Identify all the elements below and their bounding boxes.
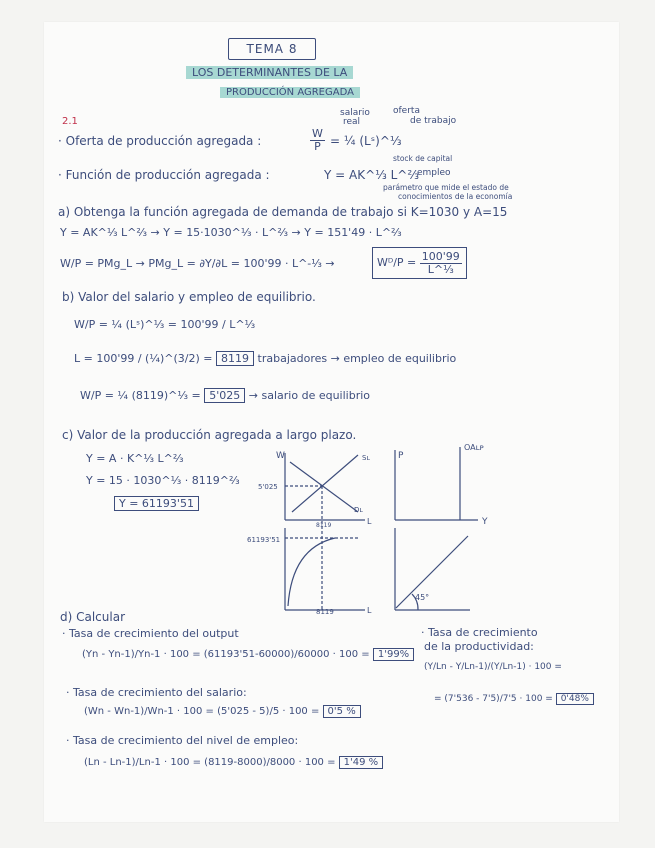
section-a-result-fraction: $\frac{100'99}{\text{L\textasciicircum{}⅓}}$ (421, 249, 460, 276)
empleo-result-box: 8119 (216, 351, 254, 366)
axis-y-label: Y (482, 517, 488, 527)
funcion-label: · Función de producción agregada : (58, 168, 270, 182)
section-b-line-1: W/P = ¼ (Lˢ)^⅓ = 100'99 / L^⅓ (74, 318, 256, 331)
wage-growth-formula: (Wn - Wn-1)/Wn-1 · 100 = (5'025 - 5)/5 · 100 = 0'5 % (84, 705, 361, 719)
oferta-note-1: oferta (393, 106, 420, 116)
employment-value-label-2: 8119 (316, 608, 334, 616)
output-value-label: 61193'51 (247, 536, 281, 544)
salario-note-1: salario (340, 108, 370, 118)
employment-growth-label: · Tasa de crecimiento del nivel de empleo: (66, 734, 299, 747)
wage-growth-label: · Tasa de crecimiento del salario: (66, 686, 247, 699)
section-c-result: Y = 61193'51 (114, 497, 199, 511)
section-c-line-2: Y = 15 · 1030^⅓ · 8119^⅔ (86, 474, 240, 487)
section-c-line-1: Y = A · K^⅓ L^⅔ (86, 452, 184, 465)
employment-value-label: 8119 (316, 522, 332, 529)
productivity-growth-label-1: · Tasa de crecimiento (421, 626, 538, 639)
axis-p-label: P (398, 451, 404, 461)
funcion-formula: Y = AK^⅓ L^⅔ (324, 168, 419, 182)
output-growth-result: 1'99% (373, 648, 414, 661)
output-growth-label: · Tasa de crecimiento del output (62, 627, 239, 640)
section-a-line-2: W/P = PMg_L → PMg_L = ∂Y/∂L = 100'99 · L^-⅓ → (60, 257, 335, 270)
subtitle-line-1: LOS DETERMINANTES DE LA (186, 66, 353, 80)
axis-l-label: L (367, 517, 372, 526)
line-45-degrees (396, 536, 468, 608)
section-a-result-lhs: Wᴰ/P = (377, 256, 417, 269)
employment-growth-formula: (Ln - Ln-1)/Ln-1 · 100 = (8119-8000)/8000 · 100 = 1'49 % (84, 756, 383, 770)
wage-growth-result: 0'5 % (323, 705, 361, 718)
production-function-curve (288, 538, 335, 606)
productivity-growth-formula-1: (Y/Ln - Y/Ln-1)/(Y/Ln-1) · 100 = (424, 662, 562, 672)
oferta-note-2: de trabajo (410, 116, 457, 126)
section-b-line-2: L = 100'99 / (¼)^(3/2) = 8119 trabajadores → empleo de equilibrio (74, 352, 457, 365)
oferta-wp-fraction: $\frac{W}{P}$ (312, 127, 323, 153)
oferta-rhs: = ¼ (Lˢ)^⅓ (330, 134, 402, 148)
empleo-note: empleo (417, 168, 451, 178)
sl-label: Sʟ (362, 454, 370, 462)
section-c-heading: c) Valor de la producción agregada a largo plazo. (62, 428, 357, 442)
section-b-heading: b) Valor del salario y empleo de equilibrio. (62, 290, 316, 304)
employment-growth-result: 1'49 % (339, 756, 384, 769)
section-d-heading: d) Calcular (60, 610, 126, 624)
salario-note-2: real (343, 117, 361, 127)
param-note-2: conocimientos de la economía (398, 192, 513, 201)
oferta-label: · Oferta de producción agregada : (58, 134, 262, 148)
dl-label: Dʟ (354, 506, 363, 514)
axis-w-label: W (276, 451, 285, 461)
supply-curve-sl (292, 455, 358, 512)
salario-result-box: 5'025 (204, 388, 245, 403)
stock-note: stock de capital (393, 154, 453, 163)
param-note-1: parámetro que mide el estado de (383, 183, 509, 192)
axis-l-label-bottom: L (367, 606, 372, 615)
oalp-label: OAʟᴘ (464, 443, 484, 452)
output-growth-formula: (Yn - Yn-1)/Yn-1 · 100 = (61193'51-60000)/60000 · 100 = 1'99% (82, 648, 414, 662)
subtitle-line-2: PRODUCCIÓN AGREGADA (220, 86, 360, 100)
page-title: TEMA 8 (228, 38, 316, 60)
section-a-heading: a) Obtenga la función agregada de demanda de trabajo si K=1030 y A=15 (58, 205, 508, 219)
section-a-line-1: Y = AK^⅓ L^⅔ → Y = 15·1030^⅓ · L^⅔ → Y = 151'49 · L^⅔ (60, 226, 402, 239)
productivity-growth-label-2: de la productividad: (424, 640, 534, 653)
section-b-line-3: W/P = ¼ (8119)^⅓ = 5'025 → salario de equilibrio (80, 389, 371, 402)
section-number: 2.1 (62, 116, 78, 127)
productivity-growth-result: 0'48% (556, 693, 594, 705)
wage-value-label: 5'025 (258, 483, 278, 491)
angle-label: 45° (415, 593, 430, 602)
productivity-growth-formula-2: = (7'536 - 7'5)/7'5 · 100 = 0'48% (434, 692, 594, 706)
